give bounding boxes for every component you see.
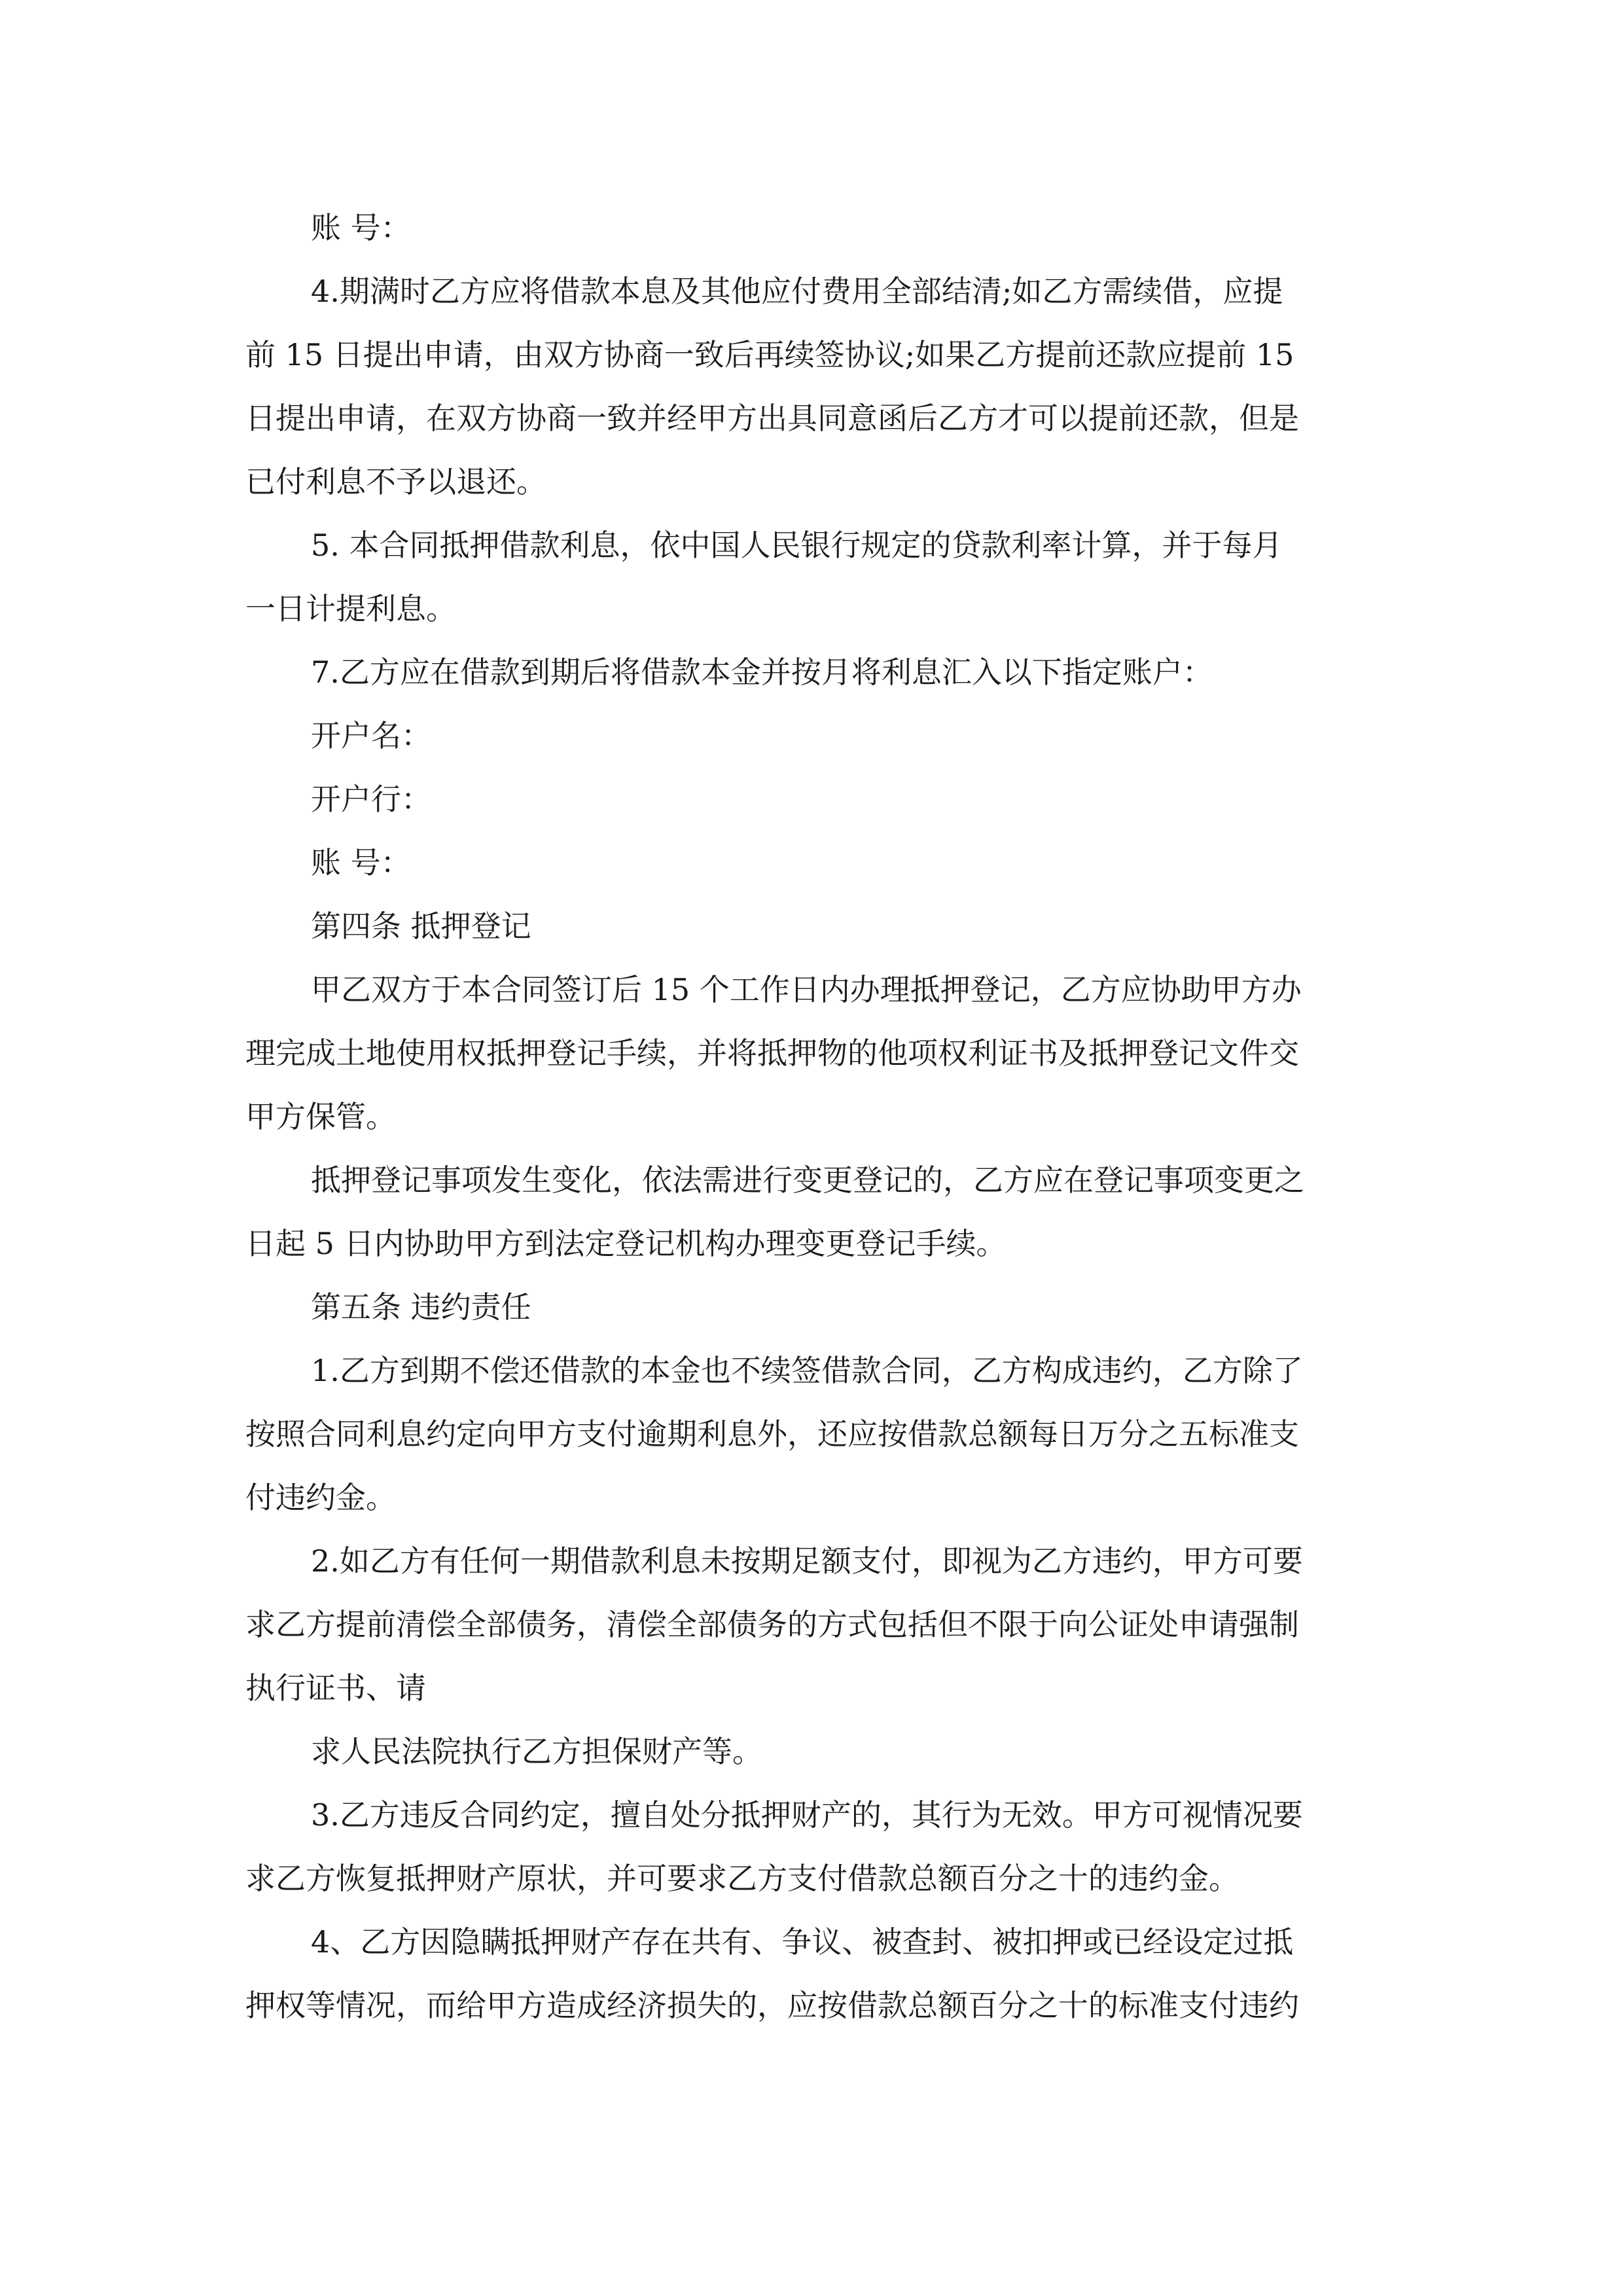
text-line: 7.乙方应在借款到期后将借款本金并按月将利息汇入以下指定账户： [311,655,1213,690]
text-line: 付违约金。 [245,1480,396,1515]
text-line: 理完成土地使用权抵押登记手续，并将抵押物的他项权利证书及抵押登记文件交 [245,1035,1299,1071]
text-line: 5. 本合同抵押借款利息，依中国人民银行规定的贷款利率计算，并于每月 [311,528,1283,563]
text-line: 求乙方恢复抵押财产原状，并可要求乙方支付借款总额百分之十的违约金。 [245,1861,1239,1896]
text-line: 甲方保管。 [245,1099,396,1134]
text-line: 1.乙方到期不偿还借款的本金也不续签借款合同，乙方构成违约，乙方除了 [311,1353,1303,1388]
text-line: 一日计提利息。 [245,591,456,626]
section-heading: 第四条 抵押登记 [311,908,531,944]
text-line: 4.期满时乙方应将借款本息及其他应付费用全部结清;如乙方需续借，应提 [311,274,1283,309]
text-line: 2.如乙方有任何一期借款利息未按期足额支付，即视为乙方违约，甲方可要 [311,1543,1303,1579]
text-line: 甲乙双方于本合同签订后 15 个工作日内办理抵押登记，乙方应协助甲方办 [311,972,1302,1007]
text-line: 4、乙方因隐瞒抵押财产存在共有、争议、被查封、被扣押或已经设定过抵 [311,1924,1294,1960]
text-line: 抵押登记事项发生变化，依法需进行变更登记的，乙方应在登记事项变更之 [311,1162,1304,1198]
text-line: 按照合同利息约定向甲方支付逾期利息外，还应按借款总额每日万分之五标准支 [245,1416,1299,1452]
text-line: 开户行： [311,781,431,817]
text-line: 账 号： [311,210,411,245]
text-line: 账 号： [311,845,411,880]
text-line: 求人民法院执行乙方担保财产等。 [311,1734,762,1769]
text-line: 前 15 日提出申请，由双方协商一致后再续签协议;如果乙方提前还款应提前 15 [245,337,1294,372]
text-line: 押权等情况，而给甲方造成经济损失的，应按借款总额百分之十的标准支付违约 [245,1988,1299,2023]
document-body [245,196,1378,2037]
text-line: 3.乙方违反合同约定，擅自处分抵押财产的，其行为无效。甲方可视情况要 [311,1797,1303,1833]
text-line: 日提出申请，在双方协商一致并经甲方出具同意函后乙方才可以提前还款，但是 [245,401,1299,436]
text-line: 开户名： [311,718,431,753]
text-line: 日起 5 日内协助甲方到法定登记机构办理变更登记手续。 [245,1226,1007,1261]
section-heading: 第五条 违约责任 [311,1289,531,1325]
text-line: 执行证书、请 [245,1670,426,1706]
text-line: 已付利息不予以退还。 [245,464,546,499]
text-line: 求乙方提前清偿全部债务，清偿全部债务的方式包括但不限于向公证处申请强制 [245,1607,1299,1642]
